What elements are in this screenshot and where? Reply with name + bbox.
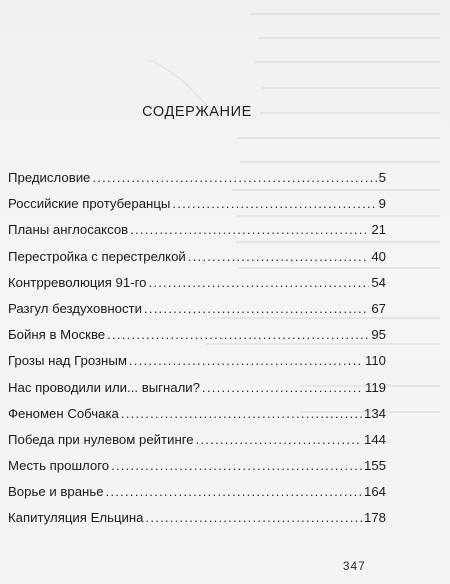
toc-entry-page: 54	[371, 274, 386, 290]
toc-entry-title: Ворье и вранье	[8, 484, 104, 500]
toc-entry-page: 95	[371, 327, 386, 343]
toc-entry[interactable]	[8, 249, 386, 275]
toc-entry-page: 67	[371, 300, 386, 316]
toc-entry[interactable]	[8, 196, 386, 222]
toc-entry[interactable]	[8, 301, 386, 327]
toc-entry[interactable]	[8, 275, 386, 301]
toc-entry[interactable]	[8, 432, 386, 458]
toc-entry-title: Предисловие	[8, 170, 91, 185]
dot-leader	[188, 249, 370, 264]
dot-leader	[92, 170, 376, 185]
toc-entry-title: Бойня в Москве	[8, 327, 106, 343]
dot-leader	[130, 222, 369, 237]
toc-entry-title: Капитуляция Ельцина	[8, 510, 144, 526]
toc-entry-page: 5	[378, 170, 386, 185]
dot-leader	[145, 510, 362, 525]
dot-leader	[148, 275, 369, 290]
dot-leader	[196, 432, 362, 447]
toc-entry[interactable]	[8, 380, 386, 406]
toc-entry[interactable]	[8, 170, 386, 196]
toc-entry-page: 155	[363, 458, 386, 474]
toc-entry[interactable]	[8, 327, 386, 353]
toc-entry-page: 110	[364, 353, 386, 369]
toc-entry-title: Перестройка с перестрелкой	[8, 248, 186, 264]
dot-leader	[172, 196, 376, 211]
toc-entry-page: 144	[363, 431, 386, 447]
toc-entry-title: Месть прошлого	[8, 458, 110, 474]
toc-entry[interactable]	[8, 406, 386, 432]
toc-entry-page: 40	[371, 248, 386, 264]
toc-entry[interactable]	[8, 353, 386, 379]
toc-entry-title: Победа при нулевом рейтинге	[8, 431, 194, 447]
dot-leader	[107, 327, 369, 342]
dot-leader	[202, 380, 363, 395]
toc-heading: СОДЕРЖАНИЕ	[142, 104, 252, 120]
dot-leader	[129, 353, 363, 368]
toc-entry-title: Феномен Собчака	[8, 405, 119, 421]
page-number: 347	[343, 561, 366, 573]
toc-entry-page: 119	[364, 379, 386, 395]
toc-entry-title: Контрреволюция 91-го	[8, 274, 147, 290]
toc-entry-page: 134	[363, 405, 386, 421]
toc-entry[interactable]	[8, 458, 386, 484]
toc-entry-title: Планы англосаксов	[8, 222, 129, 238]
dot-leader	[144, 301, 369, 316]
toc-entry-title: Нас проводили или... выгнали?	[8, 379, 201, 395]
toc-entry-title: Грозы над Грозным	[8, 353, 127, 369]
table-of-contents	[8, 170, 386, 537]
toc-entry[interactable]	[8, 510, 386, 536]
toc-entry-title: Разгул бездуховности	[8, 300, 142, 316]
toc-entry-page: 164	[363, 484, 386, 500]
toc-entry[interactable]	[8, 222, 386, 248]
toc-entry-title: Российские протуберанцы	[8, 196, 171, 212]
dot-leader	[106, 484, 362, 499]
dot-leader	[121, 406, 362, 421]
toc-entry[interactable]	[8, 484, 386, 510]
toc-entry-page: 21	[371, 222, 386, 238]
dot-leader	[111, 458, 362, 473]
toc-entry-page: 178	[363, 510, 386, 526]
toc-entry-page: 9	[378, 196, 386, 212]
